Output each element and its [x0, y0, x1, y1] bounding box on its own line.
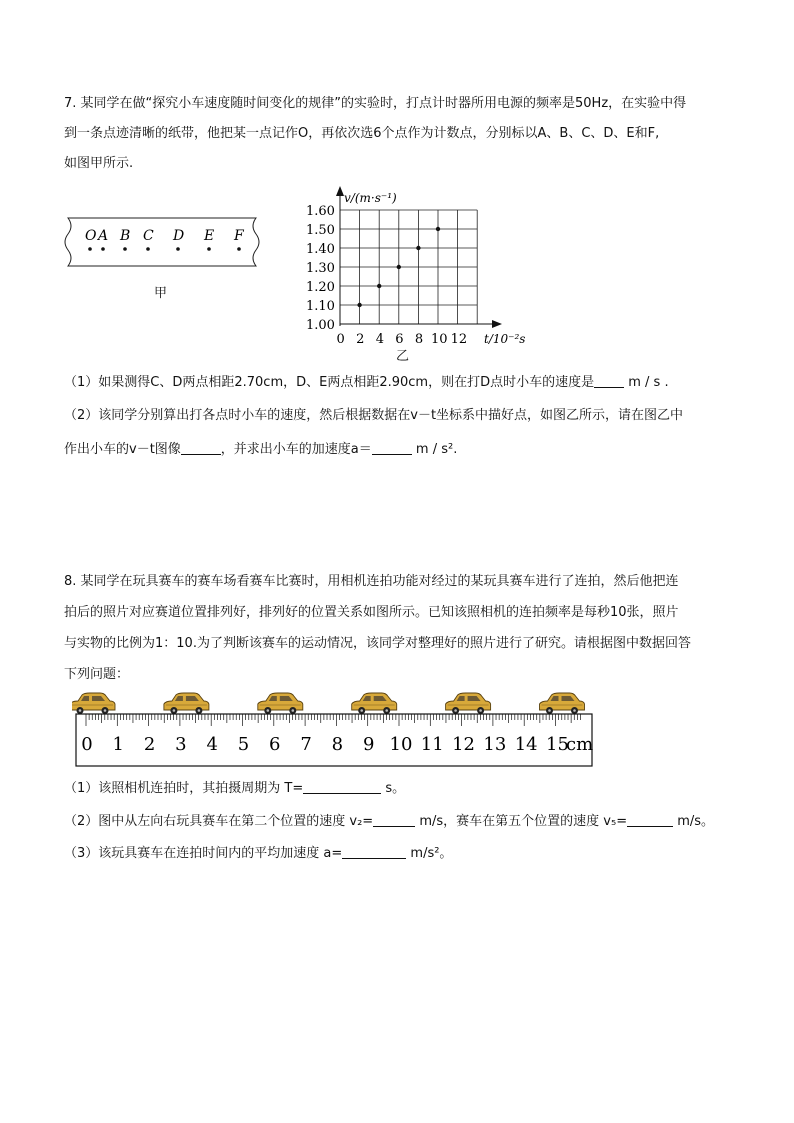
q7-intro-line1: 7. 某同学在做“探究小车速度随时间变化的规律”的实验时，打点计时器所用电源的频率是50Hz，在实验中得	[64, 96, 687, 111]
ruler-number: 13	[483, 734, 507, 755]
figure-jia-caption: 甲	[154, 286, 168, 301]
figure-yi-caption: 乙	[396, 349, 410, 364]
race-car-icon	[540, 693, 585, 714]
q8-sub3-unit: m/s²。	[410, 846, 453, 861]
q8-intro-line3: 与实物的比例为1：10.为了判断该赛车的运动情况，该同学对整理好的照片进行了研究。请根据图中数据回答	[64, 636, 691, 651]
ruler-number: 7	[300, 734, 312, 755]
ruler-number: 6	[269, 734, 281, 755]
ruler-figure	[72, 692, 596, 772]
y-tick-label: 1.00	[306, 318, 335, 333]
q8-sub2-text-a: （2）图中从左向右玩具赛车在第二个位置的速度 v₂=	[64, 814, 374, 829]
ruler-number: 12	[452, 734, 476, 755]
race-car-icon	[446, 693, 491, 714]
y-tick-label: 1.50	[306, 223, 335, 238]
q8-sub2-text-b: m/s，赛车在第五个位置的速度 v₅=	[419, 814, 628, 829]
ruler-number: 5	[237, 734, 250, 755]
ruler-number: 10	[389, 734, 413, 755]
x-axis-arrow	[492, 320, 502, 328]
q8-sub3-blank[interactable]	[342, 844, 406, 859]
tape-label-e: E	[204, 228, 215, 244]
tape-label-b: B	[120, 228, 131, 244]
tape-dot-f	[237, 247, 241, 251]
q7-sub2-line1: （2）该同学分别算出打各点时小车的速度，然后根据数据在v－t坐标系中描好点，如图乙所示，请在图乙中	[64, 408, 684, 423]
q8-sub1-unit: s。	[385, 781, 406, 796]
y-tick-label: 1.10	[306, 299, 335, 314]
q7-sub1-unit: m / s .	[628, 375, 669, 390]
ruler-number: 9	[362, 734, 375, 755]
q7-sub2-unit: m / s².	[415, 442, 458, 457]
data-point	[397, 265, 401, 269]
ruler-number: 2	[143, 734, 156, 755]
tape-label-d: D	[173, 228, 185, 244]
tape-dot-c	[146, 247, 150, 251]
q7-sub2-line2	[64, 436, 744, 464]
q8-sub2-v5-blank[interactable]	[627, 812, 673, 827]
tape-dot-a	[101, 247, 105, 251]
q7-sub2-text-b: ，并求出小车的加速度a＝	[220, 442, 372, 457]
ruler-number: 14	[514, 734, 538, 755]
race-car-icon	[72, 693, 115, 714]
ruler-unit: cm	[566, 734, 594, 755]
data-point	[377, 284, 381, 288]
tape-dot-d	[176, 247, 180, 251]
tape-label-a: A	[98, 228, 109, 244]
q7-sub2-text-a: 作出小车的v－t图像	[64, 442, 181, 457]
y-axis-arrow	[336, 186, 344, 196]
q8-intro-line4: 下列问题：	[64, 667, 130, 682]
q8-sub2	[64, 808, 744, 836]
x-tick-label: 12	[450, 332, 468, 347]
q7-sub1-blank[interactable]	[594, 373, 624, 388]
q7-sub1	[64, 369, 744, 397]
y-tick-label: 1.40	[306, 242, 335, 257]
q8-sub3	[64, 840, 744, 868]
tape-dot-e	[207, 247, 211, 251]
ruler-number: 1	[112, 734, 125, 755]
x-tick-label: 2	[356, 332, 365, 347]
q8-sub2-v2-blank[interactable]	[373, 812, 415, 827]
ruler-number: 8	[331, 734, 344, 755]
q8-sub1-text: （1）该照相机连拍时，其拍摄周期为 T=	[64, 781, 304, 796]
q8-sub2-text-c: m/s。	[677, 814, 715, 829]
paper-tape-figure	[60, 212, 265, 270]
tape-label-c: C	[143, 228, 154, 244]
tape-label-f: F	[234, 228, 244, 244]
x-axis-label: t/10⁻²s	[484, 332, 526, 346]
tape-dot-o	[88, 247, 92, 251]
q7-sub1-text: （1）如果测得C、D两点相距2.70cm，D、E两点相距2.90cm，则在打D点时小车的速度是	[64, 375, 595, 390]
tape-dot-b	[123, 247, 127, 251]
data-point	[436, 227, 440, 231]
ruler-number: 3	[175, 734, 187, 755]
q7-intro-line2: 到一条点迹清晰的纸带，他把某一点记作O，再依次选6个点作为计数点，分别标以A、B、C、D、E和F,	[64, 126, 660, 141]
y-tick-label: 1.20	[306, 280, 335, 295]
ruler-number: 0	[81, 734, 93, 755]
x-tick-label: 4	[375, 332, 384, 347]
x-tick-label: 10	[431, 332, 448, 347]
q8-intro-line1: 8. 某同学在玩具赛车的赛车场看赛车比赛时，用相机连拍功能对经过的某玩具赛车进行了连拍，然后他把连	[64, 574, 679, 589]
data-point	[357, 303, 361, 307]
y-tick-label: 1.60	[306, 204, 335, 219]
race-car-icon	[258, 693, 303, 714]
q7-sub2-accel-blank[interactable]	[372, 440, 412, 455]
tape-label-o: O	[85, 228, 97, 244]
ruler-number: 11	[420, 734, 444, 755]
q7-sub2-graph-blank[interactable]	[181, 440, 221, 455]
q8-sub1	[64, 775, 744, 803]
data-point	[416, 246, 420, 250]
q8-sub1-blank[interactable]	[303, 779, 381, 794]
race-car-icon	[352, 693, 397, 714]
q7-intro-line3: 如图甲所示.	[64, 156, 134, 171]
ruler-number: 15	[546, 734, 569, 755]
x-tick-label: 8	[414, 332, 424, 347]
vt-graph-figure	[300, 186, 530, 356]
q8-intro-line2: 拍后的照片对应赛道位置排列好，排列好的位置关系如图所示。已知该照相机的连拍频率是每秒10张，照片	[64, 605, 679, 620]
race-car-icon	[164, 693, 209, 714]
q8-sub3-text: （3）该玩具赛车在连拍时间内的平均加速度 a=	[64, 846, 343, 861]
x-tick-label: 6	[395, 332, 404, 347]
x-tick-label: 0	[336, 332, 345, 347]
y-axis-label: v/(m·s⁻¹)	[344, 191, 397, 205]
ruler-number: 4	[206, 734, 218, 755]
y-tick-label: 1.30	[306, 261, 335, 276]
